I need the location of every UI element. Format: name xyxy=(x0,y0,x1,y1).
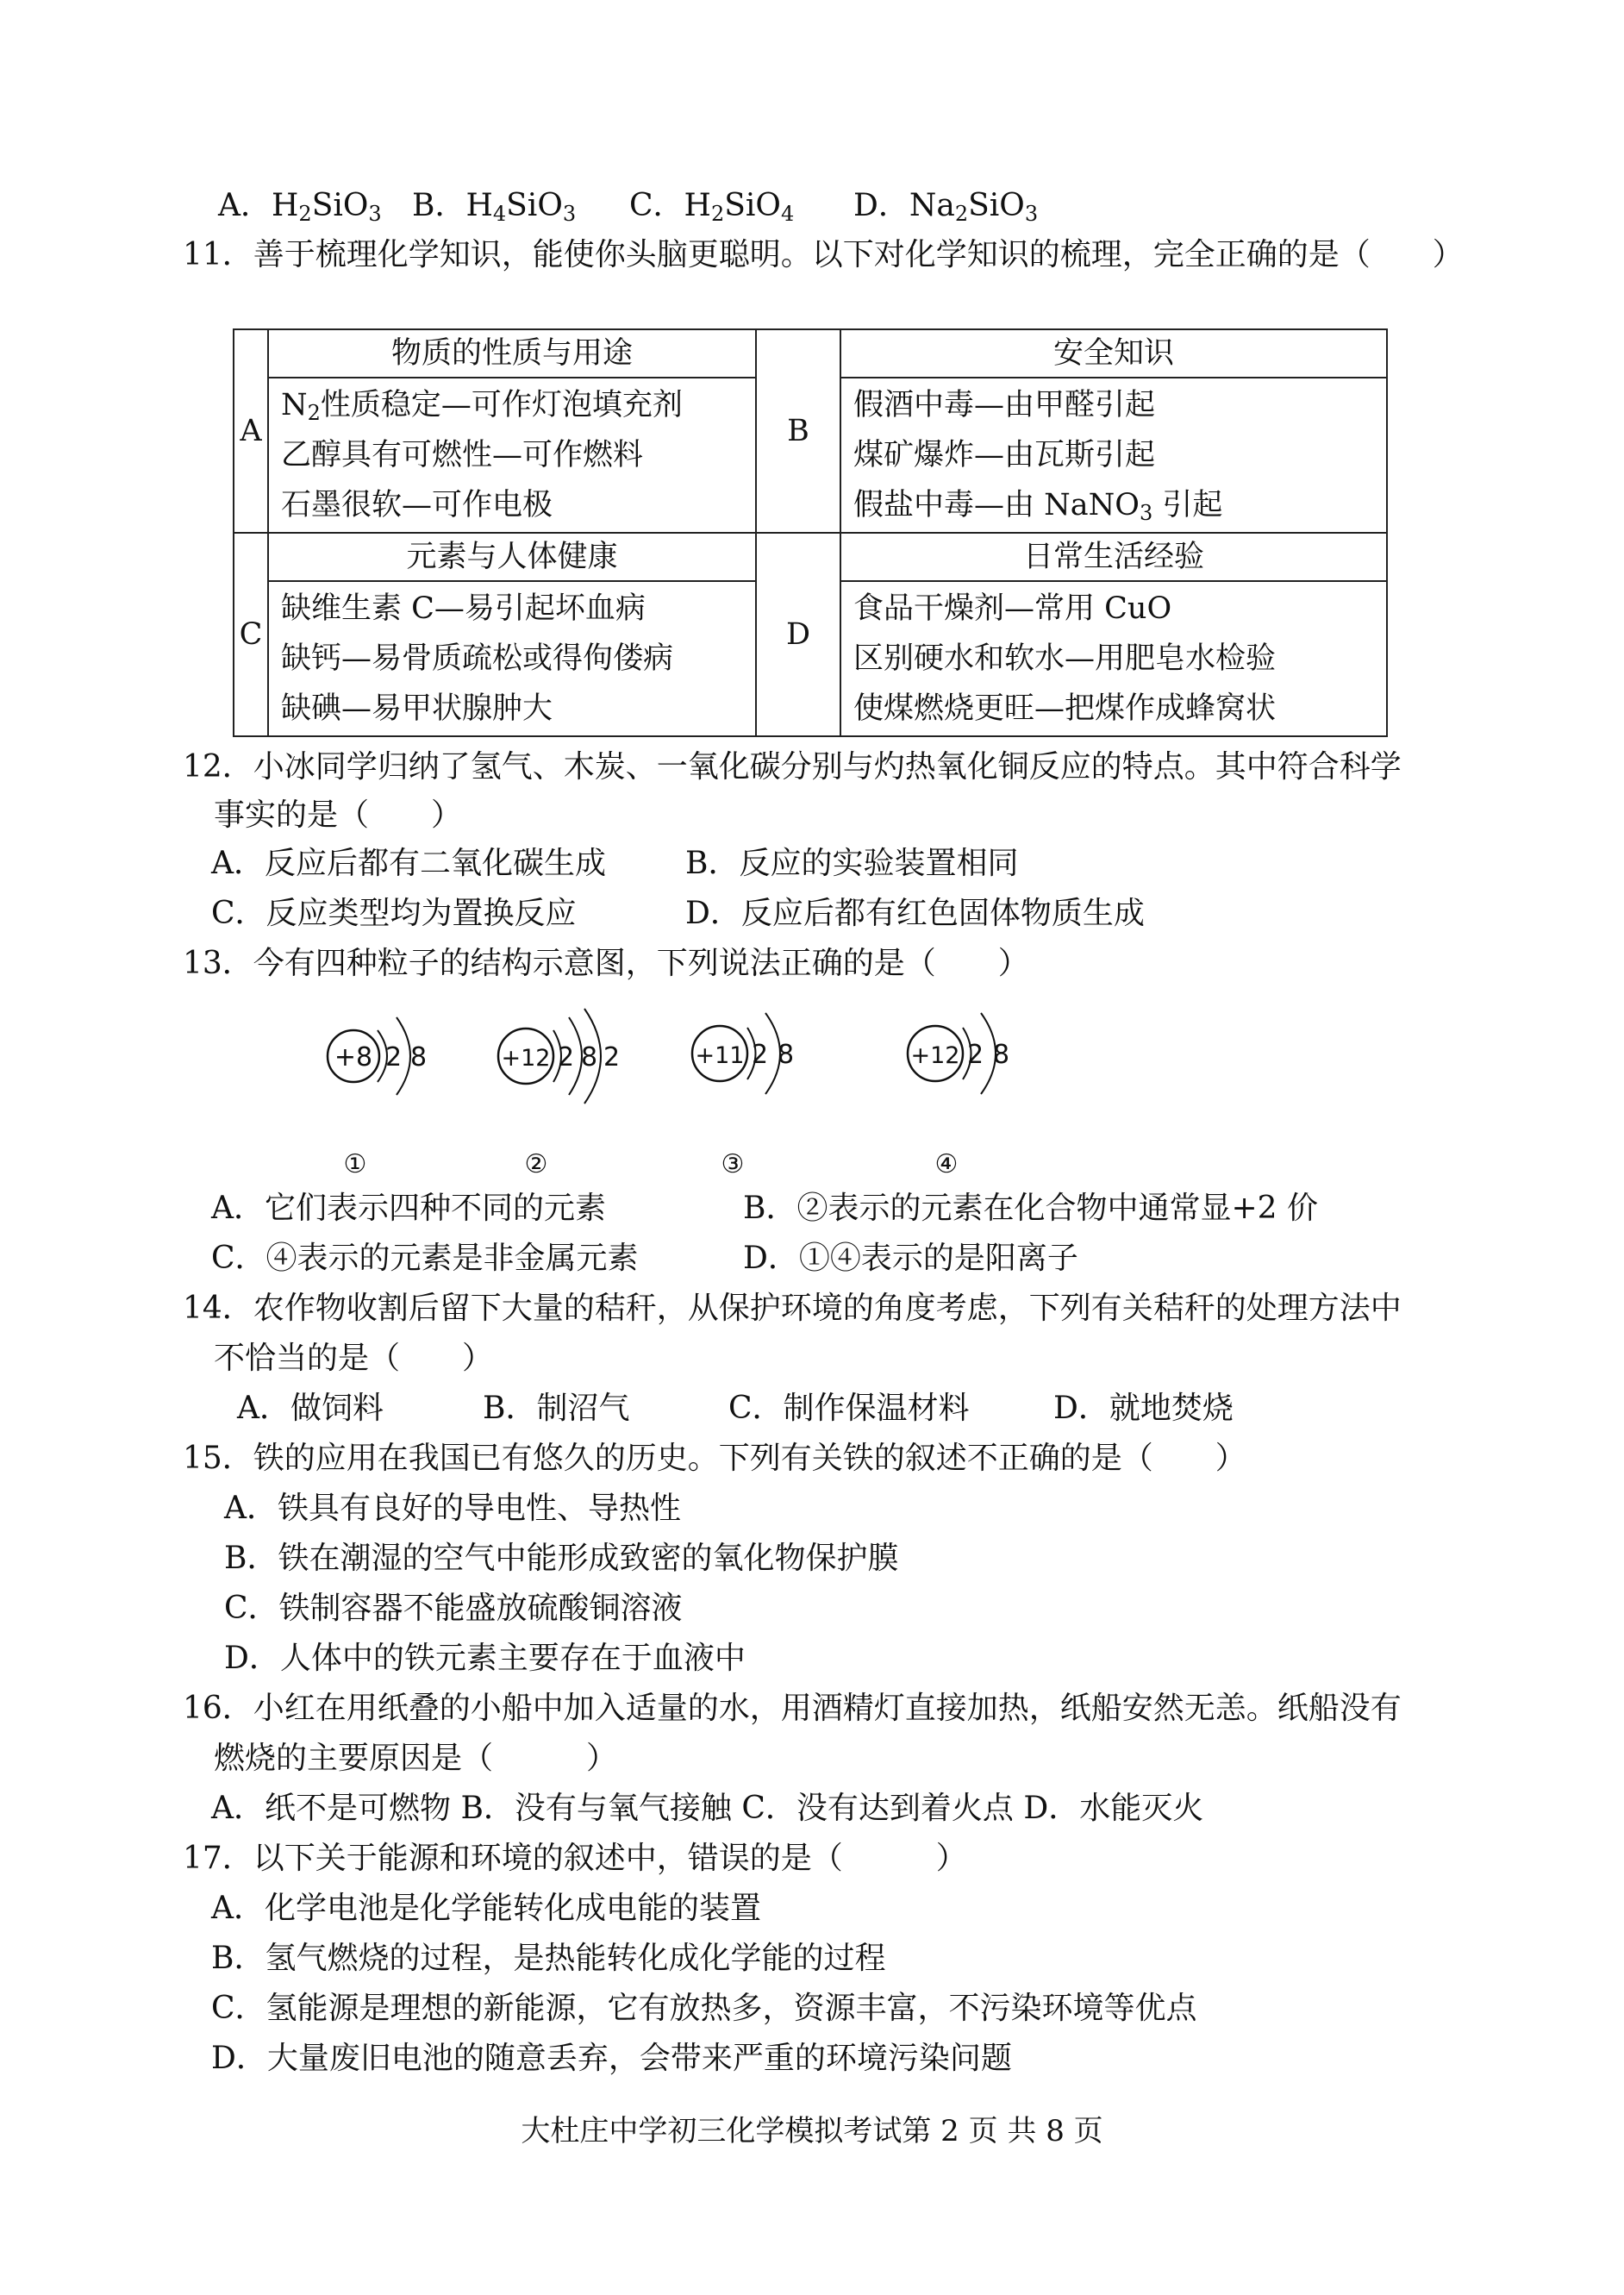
q11-body-a xyxy=(268,378,756,533)
q11-b-row3: 假盐中毒—由 NaNO$_3$ 引起 xyxy=(853,488,1223,525)
q15-option-a: A．铁具有良好的导电性、导热性 xyxy=(224,1491,681,1526)
svg-text:+12: +12 xyxy=(910,1042,960,1069)
q15-option-c: C．铁制容器不能盛放硫酸铜溶液 xyxy=(224,1591,683,1626)
q17-stem: 17．以下关于能源和环境的叙述中，错误的是（ ） xyxy=(183,1841,967,1876)
atom-3 xyxy=(692,1013,794,1179)
q16-options: A．纸不是可燃物 B．没有与氧气接触 C．没有达到着火点 D．水能灭火 xyxy=(211,1791,1204,1826)
q11-head-a: 物质的性质与用途 xyxy=(268,329,756,378)
q16-stem-line2: 燃烧的主要原因是（ ） xyxy=(214,1741,618,1776)
svg-text:2: 2 xyxy=(967,1040,984,1070)
svg-text:+12: +12 xyxy=(501,1045,551,1072)
svg-text:8: 8 xyxy=(993,1040,1010,1070)
q11-d-row1: 食品干燥剂—常用 CuO xyxy=(853,591,1172,626)
svg-text:④: ④ xyxy=(934,1149,959,1179)
q17-option-d: D．大量废旧电池的随意丢弃，会带来严重的环境污染问题 xyxy=(211,2041,1012,2076)
svg-text:8: 8 xyxy=(410,1042,428,1072)
atom-2 xyxy=(498,1009,620,1179)
q14-option-d: D．就地焚烧 xyxy=(1053,1391,1234,1426)
q11-a-row2: 乙醇具有可燃性—可作燃料 xyxy=(281,438,644,472)
svg-text:2: 2 xyxy=(752,1040,769,1070)
svg-text:③: ③ xyxy=(721,1149,745,1179)
q15-option-d: D．人体中的铁元素主要存在于血液中 xyxy=(224,1641,746,1676)
q12-option-d: D．反应后都有红色固体物质生成 xyxy=(685,896,1145,931)
q11-c-row2: 缺钙—易骨质疏松或得佝偻病 xyxy=(281,641,674,676)
svg-text:②: ② xyxy=(524,1149,548,1179)
q11-d-row3: 使煤燃烧更旺—把煤作成蜂窝状 xyxy=(853,691,1277,726)
q15-option-b: B．铁在潮湿的空气中能形成致密的氧化物保护膜 xyxy=(224,1541,899,1576)
q12-stem-line1: 12．小冰同学归纳了氢气、木炭、一氧化碳分别与灼热氧化铜反应的特点。其中符合科学 xyxy=(183,749,1402,785)
q10-option-c: C．$H_2SiO_4$ xyxy=(629,188,795,226)
q11-b-row2: 煤矿爆炸—由瓦斯引起 xyxy=(853,438,1156,472)
q11-body-d xyxy=(840,581,1387,736)
q15-stem: 15．铁的应用在我国已有悠久的历史。下列有关铁的叙述不正确的是（ ） xyxy=(183,1441,1246,1476)
q14-option-b: B．制沼气 xyxy=(483,1391,630,1426)
q10-option-b: B．$H_4SiO_3$ xyxy=(412,188,577,226)
q17-option-c: C．氢能源是理想的新能源，它有放热多，资源丰富，不污染环境等优点 xyxy=(211,1991,1197,2026)
q13-option-a: A．它们表示四种不同的元素 xyxy=(211,1191,606,1226)
svg-text:2: 2 xyxy=(385,1042,403,1072)
q16-stem-line1: 16．小红在用纸叠的小船中加入适量的水，用酒精灯直接加热，纸船安然无恙。纸船没有 xyxy=(183,1691,1402,1726)
svg-text:+11: +11 xyxy=(695,1042,745,1069)
page-footer: 大杜庄中学初三化学模拟考试第 2 页 共 8 页 xyxy=(521,2114,1103,2148)
q12-option-b: B．反应的实验装置相同 xyxy=(685,846,1019,881)
svg-text:8: 8 xyxy=(778,1040,795,1070)
q14-stem-line1: 14．农作物收割后留下大量的秸秆，从保护环境的角度考虑，下列有关秸秆的处理方法中 xyxy=(183,1291,1402,1326)
q12-stem-line2: 事实的是（ ） xyxy=(214,797,463,833)
q14-option-c: C．制作保温材料 xyxy=(728,1391,970,1426)
svg-text:2: 2 xyxy=(558,1042,575,1072)
svg-text:8: 8 xyxy=(581,1042,598,1072)
q17-option-b: B．氢气燃烧的过程，是热能转化成化学能的过程 xyxy=(211,1941,886,1976)
q11-knowledge-table xyxy=(233,328,1388,737)
q11-a-row3: 石墨很软—可作电极 xyxy=(281,488,553,522)
q12-option-a: A．反应后都有二氧化碳生成 xyxy=(211,846,606,881)
q11-a-row1: $N_2$性质稳定—可作灯泡填充剂 xyxy=(281,388,683,425)
svg-text:2: 2 xyxy=(603,1042,621,1072)
q14-option-a: A．做饲料 xyxy=(237,1391,384,1426)
q11-c-row1: 缺维生素 C—易引起坏血病 xyxy=(281,591,646,626)
q11-b-row1: 假酒中毒—由甲醛引起 xyxy=(853,388,1156,422)
q13-atom-diagrams xyxy=(310,991,1086,1198)
q13-option-b: B．②表示的元素在化合物中通常显+2 价 xyxy=(743,1191,1318,1226)
q11-head-c: 元素与人体健康 xyxy=(268,533,756,581)
q14-stem-line2: 不恰当的是（ ） xyxy=(214,1341,494,1376)
q11-d-row2: 区别硬水和软水—用肥皂水检验 xyxy=(853,641,1277,676)
q13-option-d: D．①④表示的是阳离子 xyxy=(743,1241,1078,1276)
q11-stem: 11．善于梳理化学知识，能使你头脑更聪明。以下对化学知识的梳理，完全正确的是（ ） xyxy=(183,237,1464,272)
q11-body-b xyxy=(840,378,1387,533)
q11-label-b: B xyxy=(756,329,840,533)
atom-1 xyxy=(328,1017,427,1179)
q12-option-c: C．反应类型均为置换反应 xyxy=(211,896,577,931)
q11-c-row3: 缺碘—易甲状腺肿大 xyxy=(281,691,553,726)
q10-option-a: A．$H_2SiO_3$ xyxy=(218,188,382,226)
q17-option-a: A．化学电池是化学能转化成电能的装置 xyxy=(211,1891,761,1926)
q10-option-d: D．$Na_2SiO_3$ xyxy=(853,188,1039,226)
q11-label-d: D xyxy=(756,533,840,736)
q11-body-c xyxy=(268,581,756,736)
atom-4 xyxy=(908,1013,1009,1179)
q11-head-b: 安全知识 xyxy=(840,329,1387,378)
q13-stem: 13．今有四种粒子的结构示意图，下列说法正确的是（ ） xyxy=(183,946,1029,981)
q11-head-d: 日常生活经验 xyxy=(840,533,1387,581)
svg-text:①: ① xyxy=(343,1149,367,1179)
svg-text:+8: +8 xyxy=(334,1042,373,1072)
q13-option-c: C．④表示的元素是非金属元素 xyxy=(211,1241,639,1276)
q11-label-a: A xyxy=(234,329,268,533)
q11-label-c: C xyxy=(234,533,268,736)
